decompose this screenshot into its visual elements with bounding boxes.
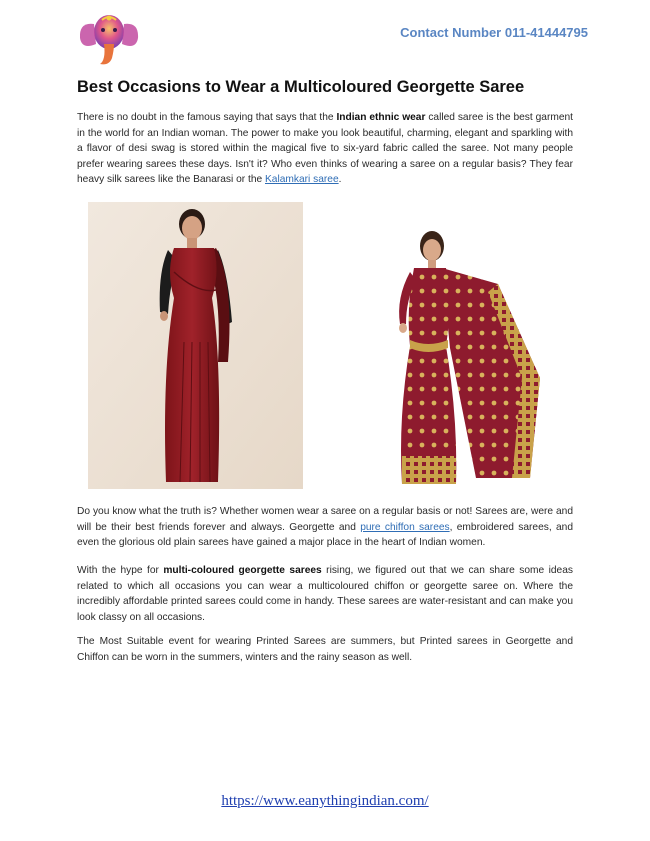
saree-image-right [380, 228, 543, 490]
paragraph-seasons: The Most Suitable event for wearing Printed Sarees are summers, but Printed sarees in Georgette and Chiffon can be worn in the summers, winters and the rainy season as well. [77, 636, 573, 663]
paragraph-truth: Do you know what the truth is? Whether women wear a saree on a regular basis or not! Sarees are, were and will be their best friends forever and always. Georgette and pure chiffon sarees, embroidered sarees, and even the glorious old plain sarees have gained a major place in the heart of Indian women. [77, 506, 573, 549]
bold-phrase: Indian ethnic wear [336, 112, 426, 123]
footer [0, 793, 650, 810]
paragraph-hype: With the hype for multi-coloured georgette sarees rising, we figured out that we can share some ideas related to which all occasions you can wear a multicoloured chiffon or georgette saree on. Where the incredibly affordable printed sarees could come in handy. These sarees are water-resistant and can make you look classy on all occasions. [77, 565, 573, 623]
contact-number: Contact Number 011-41444795 [400, 25, 588, 40]
bold-phrase: multi-coloured georgette sarees [163, 565, 322, 576]
paragraph-intro: There is no doubt in the famous saying that says that the Indian ethnic wear called saree is the best garment in the world for an Indian woman. The power to make you look beautiful, charming, elegant and sparkling with a flavor of desi swag is stored within the magical five to six-yard fabric called the saree. Not many people prefer wearing sarees these days. Isn't it? Who even thinks of wearing a saree on a regular basis? They fear heavy silk sarees like the Banarasi or the Kalamkari saree. [77, 112, 573, 186]
saree-image-left [88, 202, 303, 489]
page-title: Best Occasions to Wear a Multicoloured Georgette Saree [77, 78, 525, 96]
website-link[interactable]: https://www.eanythingindian.com/ [221, 793, 429, 809]
kalamkari-saree-link[interactable]: Kalamkari saree [265, 174, 339, 186]
pure-chiffon-sarees-link[interactable]: pure chiffon sarees [360, 521, 450, 533]
elephant-logo [76, 6, 142, 68]
